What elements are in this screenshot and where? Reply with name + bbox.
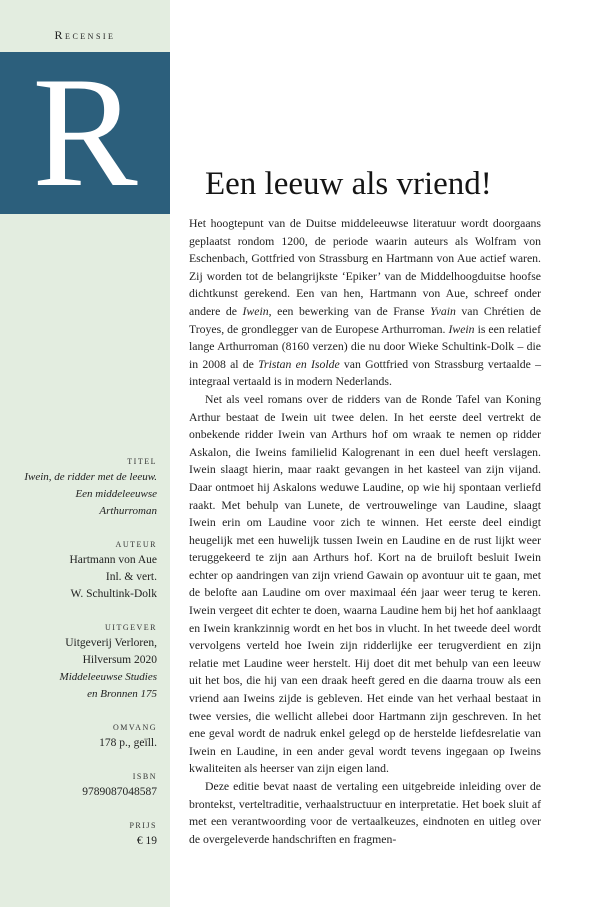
meta-value-line: Inl. & vert. (105, 571, 157, 583)
meta-group-auteur (0, 540, 157, 603)
meta-label: OMVANG (113, 723, 157, 732)
italic-title-ref: Yvain (430, 304, 456, 318)
text-run: Deze editie bevat naast de vertaling een uitgebreide inleiding over de brontekst, verteltraditie, verhaalstructuur en interpretatie. Het boek sluit af met een verantwoording voor de vertaalkeuzes, eindnoten en uitleg over de overgeleverde handschriften en fragmen- (189, 780, 541, 846)
meta-value (0, 735, 157, 752)
meta-value (0, 635, 157, 703)
meta-label: AUTEUR (115, 540, 157, 549)
italic-title-ref: Iwein (448, 322, 475, 336)
meta-value (0, 784, 157, 801)
meta-label: TITEL (127, 457, 157, 466)
meta-label: UITGEVER (105, 623, 157, 632)
meta-value-line: Middeleeuwse Studies (59, 671, 157, 683)
text-run: van Chrétien de Troyes, de grondlegger van de Europese Arthurroman. (189, 304, 542, 336)
meta-label: PRIJS (129, 821, 157, 830)
meta-value (0, 552, 157, 603)
text-run: Net als veel romans over de ridders van de Ronde Tafel van Koning Arthur bestaat de Iwein uit twee delen. In het eerste deel vertrekt de onbekende ridder Iwein van Arthurs hof om wraak te nemen op ridder Askalon, die Iweins familielid Kalogrenant in een duel heeft verslagen. Iwein slaagt hierin, maar raakt gevangen in het kasteel van zijn vijand. Daar ontmoet hij Askalons weduwe Laudine, op wie hij spontaan verliefd raakt. Met behulp van Lunete, de vertrouwelinge van Laudine, slaagt Iwein erin om Laudine voor zich te winnen. Het eerste deel eindigt heugelijk met een huwelijk tussen Iwein en Laudine en de rust lijkt weer teruggekeerd te zijn aan Arthurs hof. Kort na de bruiloft besluit Iwein echter op aandringen van zijn vriend Gawain op avontuur uit te gaan, met de belofte aan Laudine om over maximaal één jaar weer terug te keren. Iwein vergeet dit echter te doen, waarna Laudine hem bij het hof aanklaagt en Iwein krankzinnig wordt en het bos in vlucht. In het tweede deel wordt vervolgens verteld hoe Iwein zijn ridderlijke eer terugverdient en zijn relatie met Laudine weer herstelt. Hij doet dit met behulp van een leeuw uit het bos, die hij van een draak heeft gered en die daarna trouw als een vriend aan Iweins zijde is gebleven. Het einde van het verhaal bestaat in twee versies, die wellicht allebei door Hartmann zijn geschreven. In het ene geval wordt de nadruk enkel gelegd op de herstelde liefdesrelatie van Iwein en Laudine, in een ander geval wordt tevens ingegaan op Iweins kwaliteiten als heerser van zijn eigen land. (189, 392, 541, 776)
text-run: , een bewerking van de Franse (268, 304, 431, 318)
section-label: Recensie (54, 28, 116, 42)
meta-value-line: Iwein, de ridder met de leeuw. (24, 471, 157, 483)
text-run: Het hoogtepunt van de Duitse middeleeuwse literatuur wordt doorgaans geplaatst rondom 1200, de periode waarin auteurs als Wolfram von Eschenbach, Gottfried von Strassburg en Hartmann von Aue actief waren. Zij worden tot de belangrijkste ‘Epiker’ van de Middelhoogduitse hoofse dichtkunst gerekend. Een van hen, Hartmann von Aue, schreef onder andere de (189, 217, 541, 318)
drop-initial-letter: R (32, 45, 138, 220)
meta-value-line: W. Schultink-Dolk (70, 588, 157, 600)
meta-group-prijs (0, 821, 157, 850)
article-title: Een leeuw als vriend! (205, 166, 492, 202)
italic-title-ref: Iwein (242, 304, 269, 318)
meta-value-line: Hartmann von Aue (69, 554, 157, 566)
meta-value-line: en Bronnen 175 (87, 688, 157, 700)
meta-value-line: 178 p., geïll. (99, 737, 157, 749)
meta-group-titel (0, 457, 157, 520)
meta-label: ISBN (132, 772, 157, 781)
meta-group-omvang (0, 723, 157, 752)
meta-value-line: 9789087048587 (82, 786, 157, 798)
meta-value-line: Uitgeverij Verloren, (65, 637, 157, 649)
meta-group-isbn (0, 772, 157, 801)
meta-value-line: Arthurroman (99, 505, 157, 517)
meta-group-uitgever (0, 623, 157, 703)
meta-value-line: Een middeleeuwse (75, 488, 157, 500)
meta-value (0, 469, 157, 520)
book-metadata (0, 457, 157, 870)
text-run: van Gottfried von Strassburg vertaalde –integraal vertaald is in modern Nederlands. (189, 357, 541, 389)
meta-value-line: Hilversum 2020 (82, 654, 157, 666)
text-run: is een relatief lange Arthurroman (8160 verzen) die nu door Wieke Schultink-Dolk – die in 2008 al de (189, 322, 541, 371)
meta-value (0, 833, 157, 850)
body-paragraph (189, 391, 541, 778)
meta-value-line: € 19 (136, 835, 157, 847)
drop-initial-block (0, 45, 170, 220)
body-paragraph (189, 778, 541, 848)
italic-title-ref: Tristan en Isolde (258, 357, 340, 371)
article-body (189, 215, 541, 848)
body-paragraph (189, 215, 541, 391)
